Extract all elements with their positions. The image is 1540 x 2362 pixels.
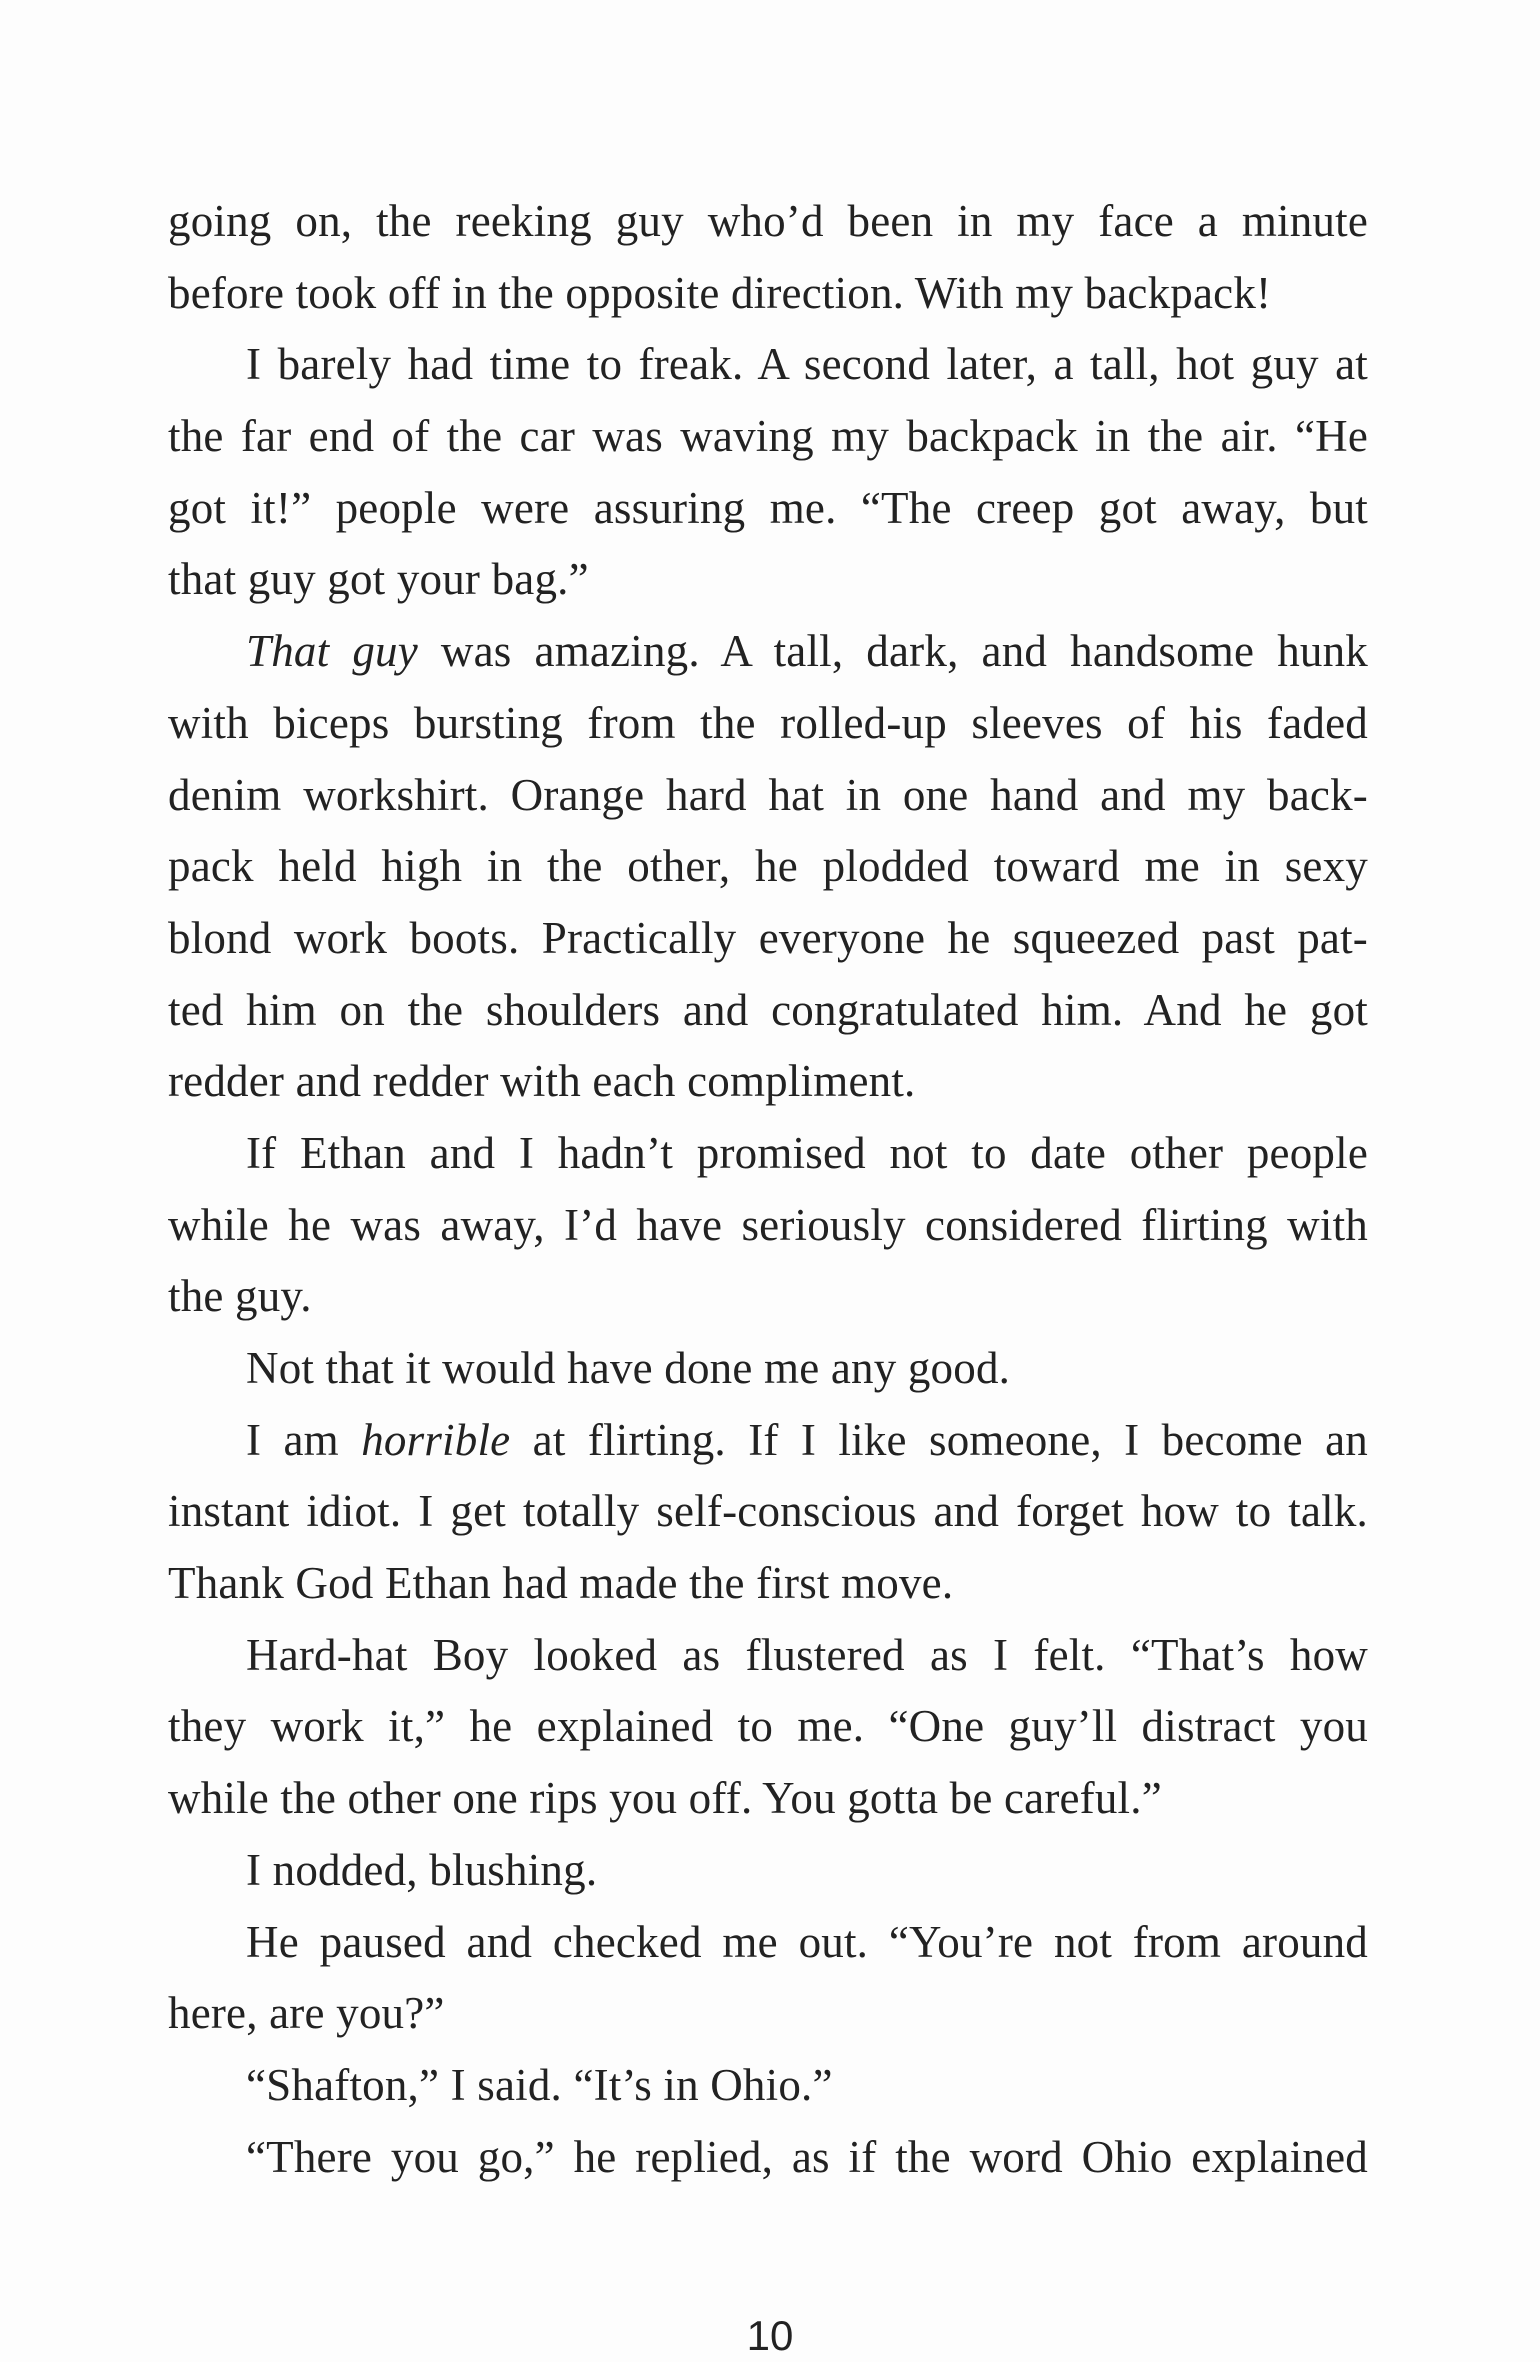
text-line [168, 1620, 1368, 1692]
text-line [168, 258, 1368, 330]
italic-text: That guy [246, 626, 418, 677]
text-line [168, 975, 1368, 1047]
body-text [168, 186, 1368, 2193]
text-line [168, 473, 1368, 545]
text-segment: they work it,” he explained to me. “One guy’ll distract you [168, 1701, 1368, 1752]
text-line [168, 688, 1368, 760]
text-line [168, 186, 1368, 258]
text-line [168, 2122, 1368, 2194]
text-segment: “Shafton,” I said. “It’s in Ohio.” [246, 2059, 833, 2110]
text-segment: got it!” people were assuring me. “The creep got away, but [168, 482, 1368, 533]
text-segment: the far end of the car was waving my backpack in the air. “He [168, 411, 1368, 462]
text-segment: that guy got your bag.” [168, 554, 589, 605]
text-line [168, 903, 1368, 975]
text-line [168, 401, 1368, 473]
text-line [168, 1763, 1368, 1835]
text-line [168, 1118, 1368, 1190]
text-segment: denim workshirt. Orange hard hat in one hand and my back- [168, 769, 1368, 820]
text-line [168, 1907, 1368, 1979]
text-segment: was amazing. A tall, dark, and handsome hunk [417, 626, 1368, 677]
text-segment: with biceps bursting from the rolled-up sleeves of his faded [168, 697, 1368, 748]
text-segment: before took off in the opposite direction. With my backpack! [168, 267, 1272, 318]
text-line [168, 329, 1368, 401]
text-line [168, 1046, 1368, 1118]
text-segment: instant idiot. I get totally self-conscious and forget how to talk. [168, 1486, 1368, 1537]
text-line [168, 1190, 1368, 1262]
text-segment: the guy. [168, 1271, 312, 1322]
text-segment: while the other one rips you off. You gotta be careful.” [168, 1773, 1162, 1824]
text-line [168, 1333, 1368, 1405]
text-line [168, 831, 1368, 903]
text-line [168, 760, 1368, 832]
text-segment: I nodded, blushing. [246, 1844, 598, 1895]
text-segment: Hard-hat Boy looked as flustered as I felt. “That’s how [246, 1629, 1368, 1680]
text-segment: I am [246, 1414, 362, 1465]
text-segment: here, are you?” [168, 1988, 445, 2039]
text-segment: “There you go,” he replied, as if the word Ohio explained [246, 2131, 1368, 2182]
text-line [168, 1691, 1368, 1763]
text-segment: He paused and checked me out. “You’re not from around [246, 1916, 1368, 1967]
text-segment: I barely had time to freak. A second later, a tall, hot guy at [246, 339, 1368, 390]
text-segment: at flirting. If I like someone, I become an [510, 1414, 1368, 1465]
text-segment: while he was away, I’d have seriously considered flirting with [168, 1199, 1368, 1250]
text-segment: pack held high in the other, he plodded toward me in sexy [168, 841, 1368, 892]
text-line [168, 544, 1368, 616]
text-line [168, 1548, 1368, 1620]
text-segment: Not that it would have done me any good. [246, 1343, 1011, 1393]
text-line [168, 1835, 1368, 1907]
text-segment: Thank God Ethan had made the first move. [168, 1558, 954, 1609]
text-line [168, 1476, 1368, 1548]
text-segment: redder and redder with each compliment. [168, 1056, 916, 1107]
text-segment: ted him on the shoulders and congratulated him. And he got [168, 984, 1368, 1035]
text-line [168, 1978, 1368, 2050]
italic-text: horrible [361, 1414, 511, 1465]
page-number: 10 [746, 2312, 794, 2359]
text-segment: going on, the reeking guy who’d been in my face a minute [168, 196, 1368, 246]
text-line [168, 616, 1368, 688]
text-segment: If Ethan and I hadn’t promised not to date other people [246, 1127, 1368, 1178]
text-segment: blond work boots. Practically everyone he squeezed past pat- [168, 912, 1368, 963]
text-line [168, 2050, 1368, 2122]
text-line [168, 1261, 1368, 1333]
text-line [168, 1405, 1368, 1477]
